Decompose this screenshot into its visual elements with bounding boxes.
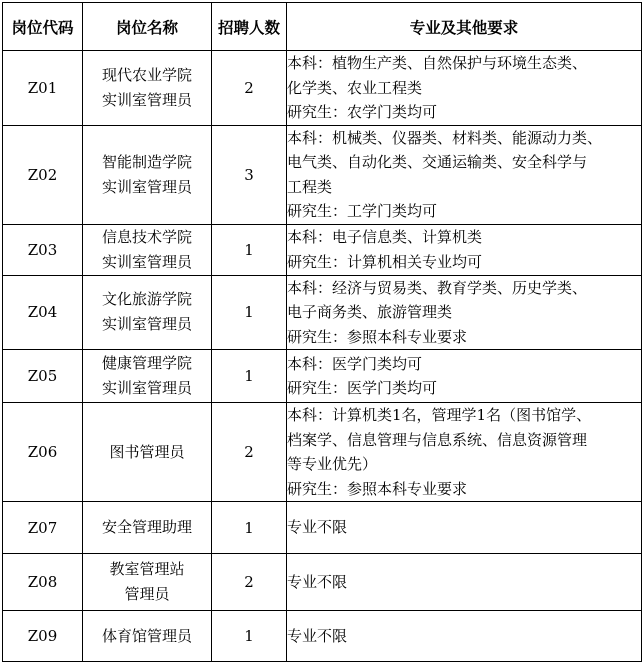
table-row [3,502,642,554]
position-name-line: 实训室管理员 [101,379,192,397]
header-requirements: 专业及其他要求 [287,3,642,51]
hiring-count-cell: 1 [212,350,287,403]
requirements-cell [287,51,642,126]
hiring-count-cell: 1 [212,502,287,554]
requirements-cell [287,224,642,275]
position-code-cell: Z06 [3,403,83,502]
position-name-line: 文化旅游学院 [101,290,192,309]
position-name-line: 实训室管理员 [101,177,192,196]
table-row [3,350,642,403]
position-name-line: 智能制造学院 [101,152,192,171]
hiring-count-cell: 2 [212,403,287,502]
position-name-line: 实训室管理员 [101,252,192,271]
position-name-cell [83,275,212,350]
requirement-line: 专业不限 [287,626,348,645]
requirements-cell [287,502,642,554]
requirement-line: 研究生：工学门类均可 [287,202,438,220]
position-name-line: 安全管理助理 [101,518,192,536]
table-row [3,611,642,662]
requirement-line: 本科：经济与贸易类、教育学类、历史学类、 [287,278,588,297]
requirement-line: 本科：计算机类1名，管理学1名（图书馆学、 [287,406,592,424]
requirement-line: 工程类 [287,177,333,196]
header-position-name: 岗位名称 [83,3,212,51]
requirements-cell [287,403,642,502]
hiring-count-cell: 1 [212,611,287,662]
table-body [3,51,642,662]
position-code-cell: Z09 [3,611,83,662]
requirement-line: 电子商务类、旅游管理类 [287,303,453,321]
position-name-cell [83,554,212,611]
position-name-cell [83,224,212,275]
position-code-cell: Z01 [3,51,83,126]
position-code-cell: Z08 [3,554,83,611]
header-hiring-count: 招聘人数 [212,3,287,51]
requirement-line: 研究生：参照本科专业要求 [287,479,468,498]
requirements-cell [287,611,642,662]
requirements-cell [287,554,642,611]
hiring-count-cell: 2 [212,554,287,611]
position-code-cell: Z02 [3,125,83,224]
position-name-cell [83,403,212,502]
header-position-code: 岗位代码 [3,3,83,51]
position-name-line: 现代农业学院 [101,65,192,84]
position-name-line: 管理员 [124,585,170,603]
position-code-cell: Z03 [3,224,83,275]
hiring-count-cell: 3 [212,125,287,224]
requirement-line: 档案学、信息管理与信息系统、信息资源管理 [287,430,588,449]
position-name-line: 体育馆管理员 [101,626,192,645]
requirement-line: 本科：电子信息类、计算机类 [287,228,483,246]
requirements-cell [287,350,642,403]
requirement-line: 本科：医学门类均可 [287,354,423,373]
requirement-line: 专业不限 [287,518,348,537]
requirement-line: 本科：机械类、仪器类、材料类、能源动力类、 [287,128,603,147]
position-name-line: 教室管理站 [109,560,185,578]
requirement-line: 化学类、农业工程类 [287,78,423,97]
requirement-line: 专业不限 [287,572,348,591]
position-name-line: 图书管理员 [109,442,185,461]
hiring-count-cell: 2 [212,51,287,126]
table-row [3,554,642,611]
position-name-cell [83,125,212,224]
position-name-line: 信息技术学院 [101,227,192,246]
position-name-line: 健康管理学院 [101,354,192,372]
position-code-cell: Z04 [3,275,83,350]
position-name-cell [83,51,212,126]
table-row [3,403,642,502]
requirement-line: 本科：植物生产类、自然保护与环境生态类、 [287,54,588,72]
position-code-cell: Z05 [3,350,83,403]
table-row [3,275,642,350]
requirements-cell [287,275,642,350]
requirement-line: 研究生：参照本科专业要求 [287,327,468,346]
requirements-cell [287,125,642,224]
requirement-line: 等专业优先） [287,455,378,473]
table-header-row [3,3,642,51]
position-name-cell [83,350,212,403]
position-name-line: 实训室管理员 [101,90,192,109]
position-code-cell: Z07 [3,502,83,554]
recruitment-table [2,2,642,662]
requirement-line: 研究生：计算机相关专业均可 [287,252,483,271]
position-name-line: 实训室管理员 [101,315,192,334]
requirement-line: 电气类、自动化类、交通运输类、安全科学与 [287,153,588,171]
position-name-cell [83,611,212,662]
requirement-line: 研究生：医学门类均可 [287,379,438,397]
table-row [3,224,642,275]
table-row [3,51,642,126]
hiring-count-cell: 1 [212,224,287,275]
requirement-line: 研究生：农学门类均可 [287,103,438,121]
position-name-cell [83,502,212,554]
table-row [3,125,642,224]
hiring-count-cell: 1 [212,275,287,350]
